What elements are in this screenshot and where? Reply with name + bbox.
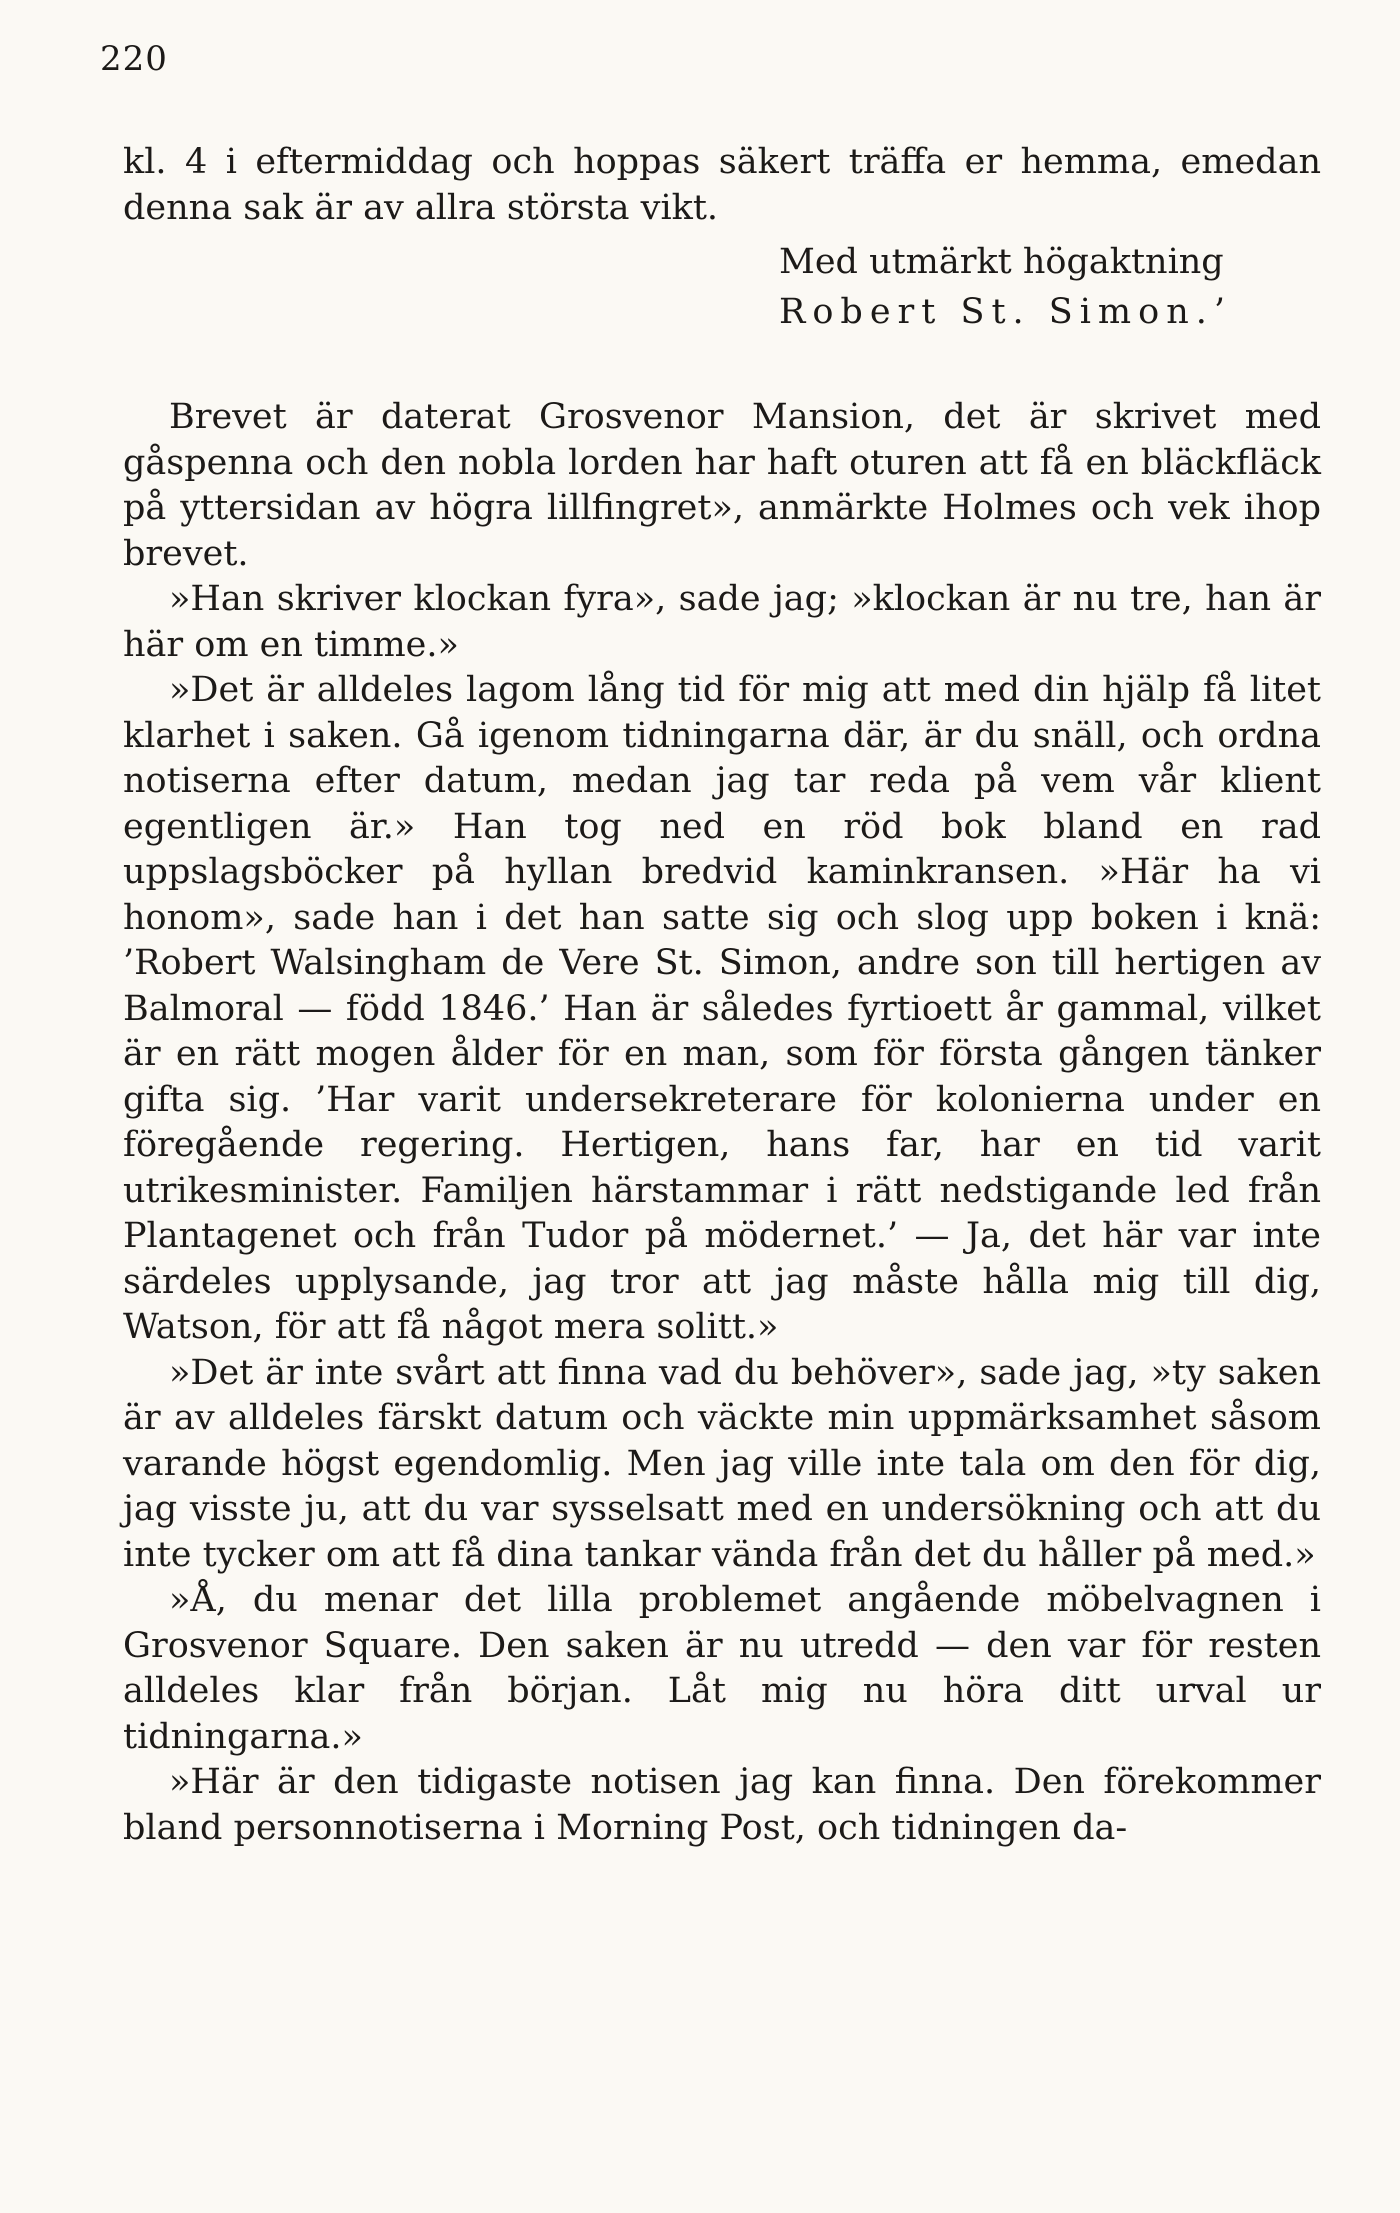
paragraph-1: Brevet är daterat Grosvenor Mansion, det är skrivet med gåspenna och den nobla lorden har haft oturen att få en bläckfläck på yttersidan av högra lillfingret», anmärkte Holmes och vek ihop brevet. xyxy=(123,397,1321,574)
paragraph-2: »Han skriver klockan fyra», sade jag; »klockan är nu tre, han är här om en timme.» xyxy=(123,579,1321,665)
paragraph-4: »Det är inte svårt att finna vad du behöver», sade jag, »ty saken är av alldeles färskt datum och väckte min uppmärksamhet såsom varande högst egendomlig. Men jag ville inte tala om den för dig, jag visste ju, att du var sysselsatt med en undersökning och att du inte tycker om att få dina tankar vända från det du håller på med.» xyxy=(123,1352,1321,1575)
paragraph-3: »Det är alldeles lagom lång tid för mig att med din hjälp få litet klarhet i saken. Gå igenom tidningarna där, är du snäll, och ordna notiserna efter datum, medan jag tar reda på vem vår klient egentligen är.» Han tog ned en röd bok bland en rad uppslagsböcker på hyllan bredvid kaminkransen. »Här ha vi honom», sade han i det han satte sig och slog upp boken i knä: ’Robert Walsingham de Vere St. Simon, andre son till hertigen av Balmoral — född 1846.’ Han är således fyrtioett år gammal, vilket är en rätt mogen ålder för en man, som för första gången tänker gifta sig. ’Har varit undersekreterare för kolonierna under en föregående regering. Hertigen, hans far, har en tid varit utrikesminister. Familjen härstammar i rätt nedstigande led från Plantagenet och från Tudor på mödernet.’ — Ja, det här var inte särdeles upplysande, jag tror att jag måste hålla mig till dig, Watson, för att få något mera solitt.» xyxy=(123,670,1321,1347)
paragraph-5: »Å, du menar det lilla problemet angående möbelvagnen i Grosvenor Square. Den saken är nu utredd — den var för resten alldeles klar från början. Låt mig nu höra ditt urval ur tidningarna.» xyxy=(123,1580,1321,1757)
page-number: 220 xyxy=(100,39,168,79)
letter-signature: Robert St. Simon.’ xyxy=(779,292,1232,332)
body-text xyxy=(123,140,1321,1851)
letter-closing: Med utmärkt högaktning xyxy=(779,242,1224,282)
paragraph-6: »Här är den tidigaste notisen jag kan finna. Den förekommer bland personnotiserna i Morning Post, och tidningen da- xyxy=(123,1762,1321,1848)
paragraph-gap xyxy=(123,337,1321,395)
letter-text: kl. 4 i eftermiddag och hoppas säkert träffa er hemma, emedan denna sak är av allra största vikt. xyxy=(123,142,1321,228)
